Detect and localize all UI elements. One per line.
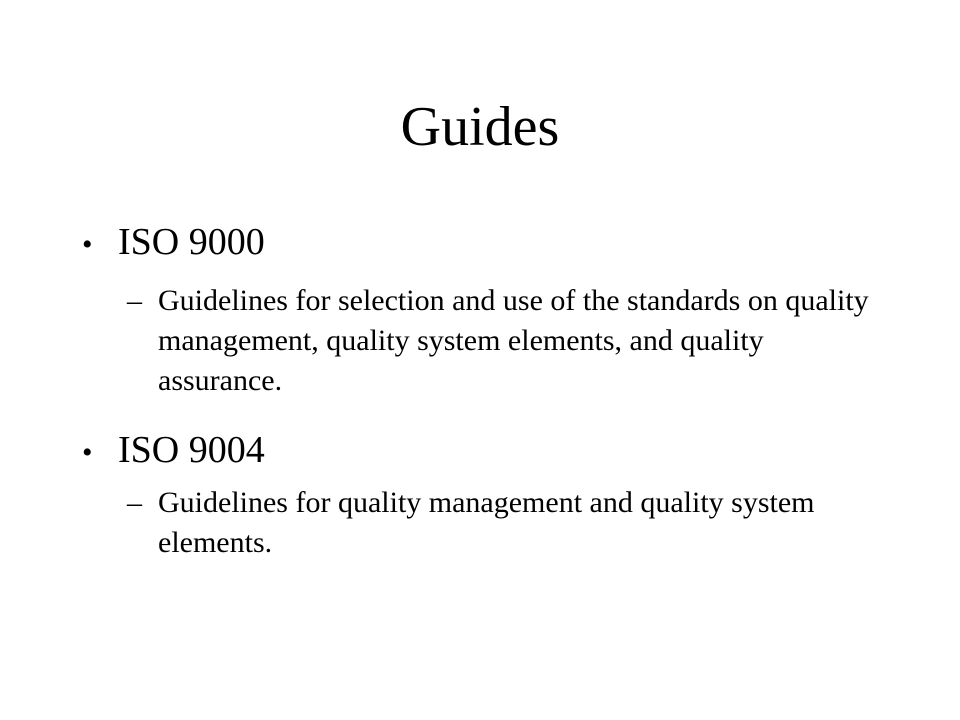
bullet-label: ISO 9000 <box>118 221 265 263</box>
sub-item-iso-9000-description <box>127 281 887 401</box>
dash-icon: – <box>127 486 142 519</box>
bullet-item-iso-9004 <box>82 427 265 476</box>
bullet-dot-icon: • <box>82 436 93 469</box>
slide-title: Guides <box>400 96 560 158</box>
dash-icon: – <box>127 284 142 317</box>
sub-item-text: Guidelines for quality management and quality system elements. <box>158 486 815 559</box>
bullet-dot-icon: • <box>82 228 93 261</box>
bullet-label: ISO 9004 <box>118 429 265 471</box>
bullet-item-iso-9000 <box>82 219 265 268</box>
sub-item-text: Guidelines for selection and use of the standards on quality management, quality system elements, and quality assurance. <box>158 284 869 397</box>
sub-item-iso-9004-description <box>127 483 887 563</box>
